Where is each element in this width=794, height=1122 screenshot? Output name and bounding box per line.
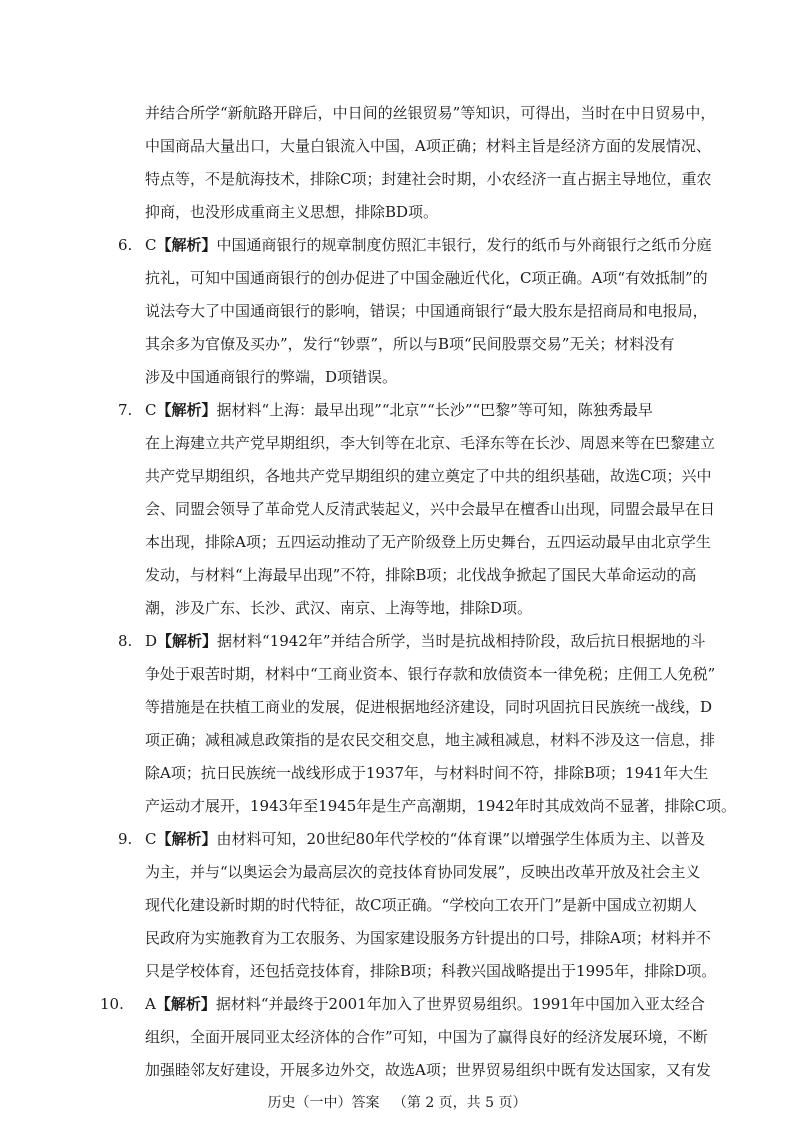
q6-text: 中国通商银行的规章制度仿照汇丰银行，发行的纸币与外商银行之纸币分庭 <box>216 236 712 254</box>
q8-first-line <box>118 631 706 651</box>
q9-analysis-tag: 【解析】 <box>156 830 217 848</box>
q6-first-line <box>118 235 712 255</box>
q8-text-line: 争处于艰苦时期，材料中“工商业资本、银行存款和放债资本一律免税；庄佣工人免税” <box>145 665 716 683</box>
q6-text-line: 涉及中国通商银行的弊端，D项错误。 <box>145 368 398 386</box>
q9-first-line <box>118 829 705 849</box>
q7-text-line: 在上海建立共产党早期组织，李大钊等在北京、毛泽东等在长沙、周恩来等在巴黎建立 <box>145 434 716 452</box>
q9-text-line: 民政府为实施教育为工农服务、为国家建设服务方针提出的口号，排除A项；材料并不 <box>145 929 711 947</box>
q10-number: 10. <box>100 995 124 1013</box>
q6-answer: C <box>145 236 157 254</box>
q7-analysis-tag: 【解析】 <box>156 401 217 419</box>
q7-text-line: 共产党早期组织，各地共产党早期组织的建立奠定了中共的组织基础，故选C项；兴中 <box>145 467 712 485</box>
q10-answer: A <box>145 995 156 1013</box>
q6-text-line: 抗礼，可知中国通商银行的创办促进了中国金融近代化，C项正确。A项“有效抵制”的 <box>145 269 708 287</box>
q10-text-line: 加强睦邻友好建设，开展多边外交，故选A项；世界贸易组织中既有发达国家，又有发 <box>145 1061 711 1079</box>
q7-text: 据材料“上海：最早出现”“北京”“长沙”“巴黎”等可知，陈独秀最早 <box>216 401 653 419</box>
q9-answer: C <box>145 830 157 848</box>
q5-text-line: 抑商，也没形成重商主义思想，排除BD项。 <box>145 203 439 221</box>
q8-text-line: 产运动才展开，1943年至1945年是生产高潮期，1942年时其成效尚不显著，排除C项。 <box>145 797 737 815</box>
q7-text-line: 发动，与材料“上海最早出现”不符，排除B项；北伐战争掀起了国民大革命运动的高 <box>145 566 697 584</box>
q7-first-line <box>118 400 653 420</box>
q9-number: 9. <box>118 830 133 848</box>
q7-text-line: 本出现，排除A项；五四运动推动了无产阶级登上历史舞台，五四运动最早由北京学生 <box>145 533 711 551</box>
q10-first-line <box>100 994 705 1014</box>
q8-answer: D <box>145 632 158 650</box>
q8-text-line: 除A项；抗日民族统一战线形成于1937年，与材料时间不符，排除B项；1941年大生 <box>145 764 709 782</box>
q8-analysis-tag: 【解析】 <box>157 632 218 650</box>
q5-text-line: 特点等，不是航海技术，排除C项；封建社会时期，小农经济一直占据主导地位，重农 <box>145 170 712 188</box>
q7-text-line: 潮，涉及广东、长沙、武汉、南京、上海等地，排除D项。 <box>145 599 533 617</box>
q8-number: 8. <box>118 632 133 650</box>
q8-text: 据材料“1942年”并结合所学，当时是抗战相持阶段，敌后抗日根据地的斗 <box>217 632 706 650</box>
q9-text-line: 只是学校体育，还包括竞技体育，排除B项；科教兴国战略提出于1995年，排除D项。 <box>145 962 717 980</box>
q5-text-line: 中国商品大量出口，大量白银流入中国，A项正确；材料主旨是经济方面的发展情况、 <box>145 137 711 155</box>
q7-number: 7. <box>118 401 133 419</box>
q9-text-line: 为主，并与“以奥运会为最高层次的竞技体育协同发展”，反映出改革开放及社会主义 <box>145 863 701 881</box>
q5-text-line: 并结合所学“新航路开辟后，中日间的丝银贸易”等知识，可得出，当时在中日贸易中， <box>145 104 716 122</box>
q9-text-line: 现代化建设新时期的时代特征，故C项正确。“学校向工农开门”是新中国成立初期人 <box>145 896 697 914</box>
q7-answer: C <box>145 401 157 419</box>
page-footer: 历史（一中）答案 （第 2 页，共 5 页） <box>267 1095 527 1111</box>
q10-text-line: 组织，全面开展同亚太经济体的合作”可知，中国为了赢得良好的经济发展环境，不断 <box>145 1028 708 1046</box>
q8-text-line: 项正确；减租减息政策指的是农民交租交息，地主减租减息，材料不涉及这一信息，排 <box>145 731 716 749</box>
q6-analysis-tag: 【解析】 <box>156 236 217 254</box>
q6-text-line: 说法夸大了中国通商银行的影响，错误；中国通商银行“最大股东是招商局和电报局， <box>145 302 708 320</box>
q8-text-line: 等措施是在扶植工商业的发展，促进根据地经济建设，同时巩固抗日民族统一战线，D <box>145 698 713 716</box>
q10-text: 据材料“并最终于2001年加入了世界贸易组织。1991年中国加入亚太经合 <box>215 995 705 1013</box>
q9-text: 由材料可知，20世纪80年代学校的“体育课”以增强学生体质为主、以普及 <box>216 830 706 848</box>
q10-analysis-tag: 【解析】 <box>155 995 216 1013</box>
q7-text-line: 会、同盟会领导了革命党人反清武装起义，兴中会最早在檀香山出现，同盟会最早在日 <box>145 500 716 518</box>
q6-number: 6. <box>118 236 133 254</box>
q6-text-line: 其余多为官僚及买办”，发行“钞票”，所以与B项“民间股票交易”无关；材料没有 <box>145 335 675 353</box>
